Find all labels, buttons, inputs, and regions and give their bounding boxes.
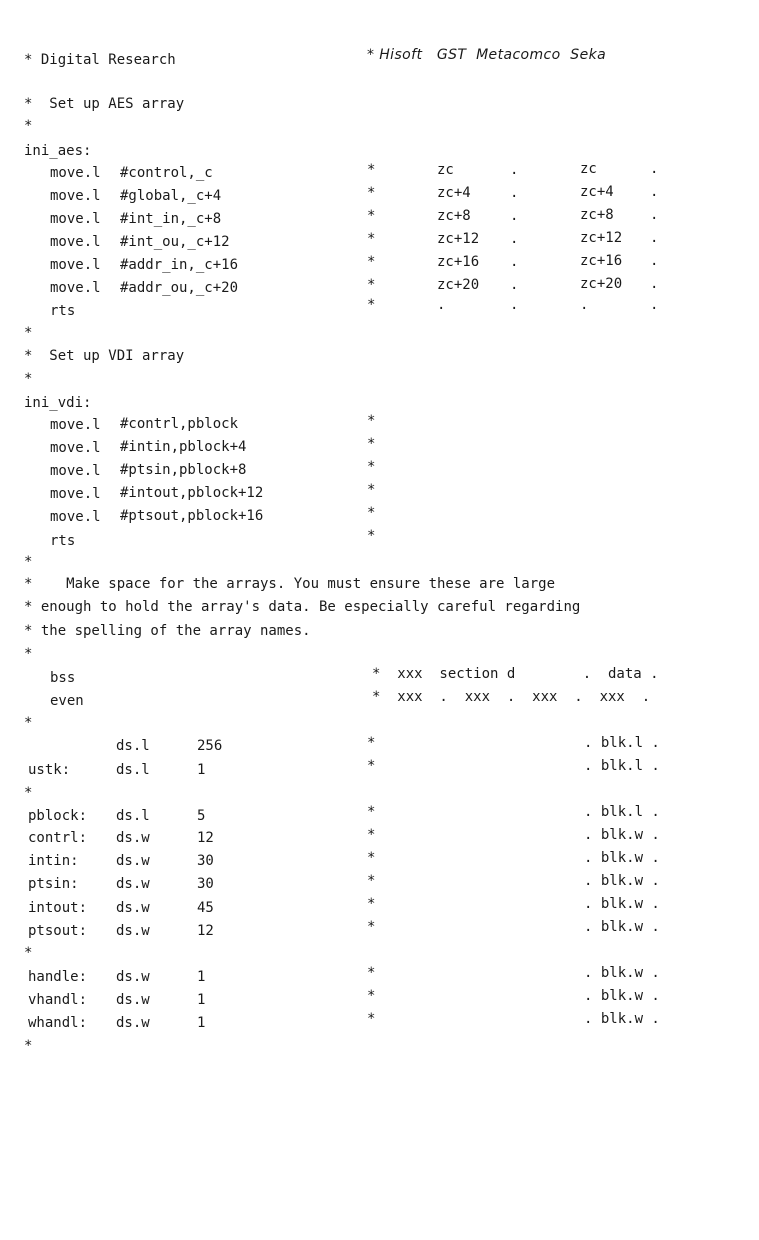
decl-label: intin: [28, 853, 79, 869]
decl-directive: ds.w [116, 992, 150, 1008]
comment-star: * [24, 945, 33, 961]
decl-directive: ds.w [116, 876, 150, 892]
code-instr: move.l [50, 211, 101, 227]
code-instr: move.l [50, 234, 101, 250]
comment-star: * [367, 436, 376, 452]
comment-star: * [367, 505, 376, 521]
metacomco-value: zc+8 [580, 207, 614, 223]
comment-star: * [24, 371, 33, 387]
decl-size: 1 [197, 1015, 206, 1031]
code-instr: move.l [50, 257, 101, 273]
comment-star: * [24, 325, 33, 341]
hisoft-value: zc+4 [437, 185, 471, 201]
decl-label: whandl: [28, 1015, 88, 1031]
code-operand: #contrl,pblock [120, 416, 239, 432]
comment-star: * [367, 254, 376, 270]
hisoft-value: zc+12 [437, 231, 480, 247]
comment-star: * [24, 554, 33, 570]
decl-directive: ds.w [116, 923, 150, 939]
decl-label: vhandl: [28, 992, 88, 1008]
hisoft-value: zc+16 [437, 254, 480, 270]
code-instr: rts [50, 533, 76, 549]
decl-data: . blk.l . [584, 758, 660, 774]
seka-value: . [650, 297, 659, 313]
code-instr: move.l [50, 486, 101, 502]
decl-data: . blk.w . [584, 965, 660, 981]
gst-value: . [510, 254, 519, 270]
code-operand: #intout,pblock+12 [120, 485, 264, 501]
comment-star: * [367, 873, 376, 889]
code-operand: #ptsout,pblock+16 [120, 508, 264, 524]
code-instr: even [50, 693, 84, 709]
code-instr: move.l [50, 280, 101, 296]
note-line: * enough to hold the array's data. Be especially careful regarding [24, 599, 581, 615]
comment-star: * [24, 1038, 33, 1054]
gst-value: . [510, 162, 519, 178]
decl-directive: ds.l [116, 808, 150, 824]
seka-value: . [650, 276, 659, 292]
decl-directive: ds.w [116, 853, 150, 869]
metacomco-value: zc+4 [580, 184, 614, 200]
code-operand: #int_ou,_c+12 [120, 234, 230, 250]
code-instr: move.l [50, 463, 101, 479]
code-instr: rts [50, 303, 76, 319]
code-operand: #control,_c [120, 165, 213, 181]
comment-star: * [367, 208, 376, 224]
gst-value: . [510, 208, 519, 224]
decl-size: 30 [197, 876, 214, 892]
decl-data: . blk.l . [584, 735, 660, 751]
label-ini-vdi: ini_vdi: [24, 395, 92, 411]
bss-comment: * xxx section d . data . [372, 666, 659, 682]
decl-directive: ds.w [116, 900, 150, 916]
comment-star: * [367, 827, 376, 843]
decl-label: intout: [28, 900, 88, 916]
note-line: * the spelling of the array names. [24, 623, 311, 639]
comment-star: * [367, 459, 376, 475]
code-instr: move.l [50, 417, 101, 433]
comment-star: * [367, 850, 376, 866]
decl-data: . blk.w . [584, 919, 660, 935]
seka-value: . [650, 253, 659, 269]
comment-star: * [367, 1011, 376, 1027]
comment-star: * [367, 896, 376, 912]
gst-value: . [510, 231, 519, 247]
hisoft-value: zc+20 [437, 277, 480, 293]
decl-data: . blk.w . [584, 988, 660, 1004]
seka-value: . [650, 184, 659, 200]
code-operand: #intin,pblock+4 [120, 439, 247, 455]
decl-data: . blk.w . [584, 896, 660, 912]
decl-data: . blk.w . [584, 873, 660, 889]
decl-data: . blk.l . [584, 804, 660, 820]
code-instr: move.l [50, 165, 101, 181]
metacomco-value: zc [580, 161, 597, 177]
comment-star: * [367, 758, 376, 774]
decl-directive: ds.w [116, 830, 150, 846]
seka-value: . [650, 230, 659, 246]
comment-aes: * Set up AES array [24, 96, 185, 112]
decl-size: 1 [197, 992, 206, 1008]
seka-value: . [650, 207, 659, 223]
decl-label: pblock: [28, 808, 88, 824]
code-operand: #ptsin,pblock+8 [120, 462, 247, 478]
decl-size: 1 [197, 762, 206, 778]
comment-star: * [367, 277, 376, 293]
decl-label: contrl: [28, 830, 88, 846]
metacomco-value: zc+16 [580, 253, 623, 269]
decl-data: . blk.w . [584, 1011, 660, 1027]
decl-size: 256 [197, 738, 223, 754]
hisoft-value: zc [437, 162, 454, 178]
gst-value: . [510, 277, 519, 293]
hisoft-value: . [437, 297, 446, 313]
decl-directive: ds.l [116, 762, 150, 778]
comment-star: * [367, 988, 376, 1004]
decl-size: 45 [197, 900, 214, 916]
label-ini-aes: ini_aes: [24, 143, 92, 159]
decl-data: . blk.w . [584, 827, 660, 843]
decl-size: 12 [197, 830, 214, 846]
decl-size: 5 [197, 808, 206, 824]
decl-size: 30 [197, 853, 214, 869]
comment-star: * [367, 528, 376, 544]
comment-star: * [367, 185, 376, 201]
comment-star: * [24, 715, 33, 731]
comment-star: * [367, 804, 376, 820]
code-operand: #addr_ou,_c+20 [120, 280, 239, 296]
seka-value: . [650, 161, 659, 177]
even-comment: * xxx . xxx . xxx . xxx . [372, 689, 651, 705]
decl-label: ptsin: [28, 876, 79, 892]
hisoft-value: zc+8 [437, 208, 471, 224]
header-assembler-columns: * Hisoft GST Metacomco Seka [367, 47, 607, 63]
comment-star: * [367, 919, 376, 935]
code-operand: #addr_in,_c+16 [120, 257, 239, 273]
code-instr: move.l [50, 188, 101, 204]
comment-star: * [367, 162, 376, 178]
decl-label: ustk: [28, 762, 71, 778]
gst-value: . [510, 185, 519, 201]
metacomco-value: zc+12 [580, 230, 623, 246]
decl-size: 1 [197, 969, 206, 985]
decl-label: ptsout: [28, 923, 88, 939]
comment-star: * [24, 646, 33, 662]
metacomco-value: . [580, 297, 589, 313]
comment-star: * [24, 118, 33, 134]
decl-directive: ds.w [116, 969, 150, 985]
comment-star: * [367, 413, 376, 429]
decl-directive: ds.l [116, 738, 150, 754]
gst-value: . [510, 297, 519, 313]
decl-label: handle: [28, 969, 88, 985]
metacomco-value: zc+20 [580, 276, 623, 292]
code-operand: #global,_c+4 [120, 188, 222, 204]
note-line: * Make space for the arrays. You must ensure these are large [24, 576, 556, 592]
comment-star: * [367, 297, 376, 313]
comment-star: * [367, 231, 376, 247]
decl-data: . blk.w . [584, 850, 660, 866]
code-instr: move.l [50, 440, 101, 456]
code-instr: bss [50, 670, 76, 686]
code-operand: #int_in,_c+8 [120, 211, 222, 227]
decl-size: 12 [197, 923, 214, 939]
comment-star: * [367, 482, 376, 498]
comment-star: * [367, 965, 376, 981]
decl-directive: ds.w [116, 1015, 150, 1031]
comment-star: * [24, 785, 33, 801]
comment-vdi: * Set up VDI array [24, 348, 185, 364]
comment-star: * [367, 735, 376, 751]
header-digital-research: * Digital Research [24, 52, 176, 68]
code-instr: move.l [50, 509, 101, 525]
